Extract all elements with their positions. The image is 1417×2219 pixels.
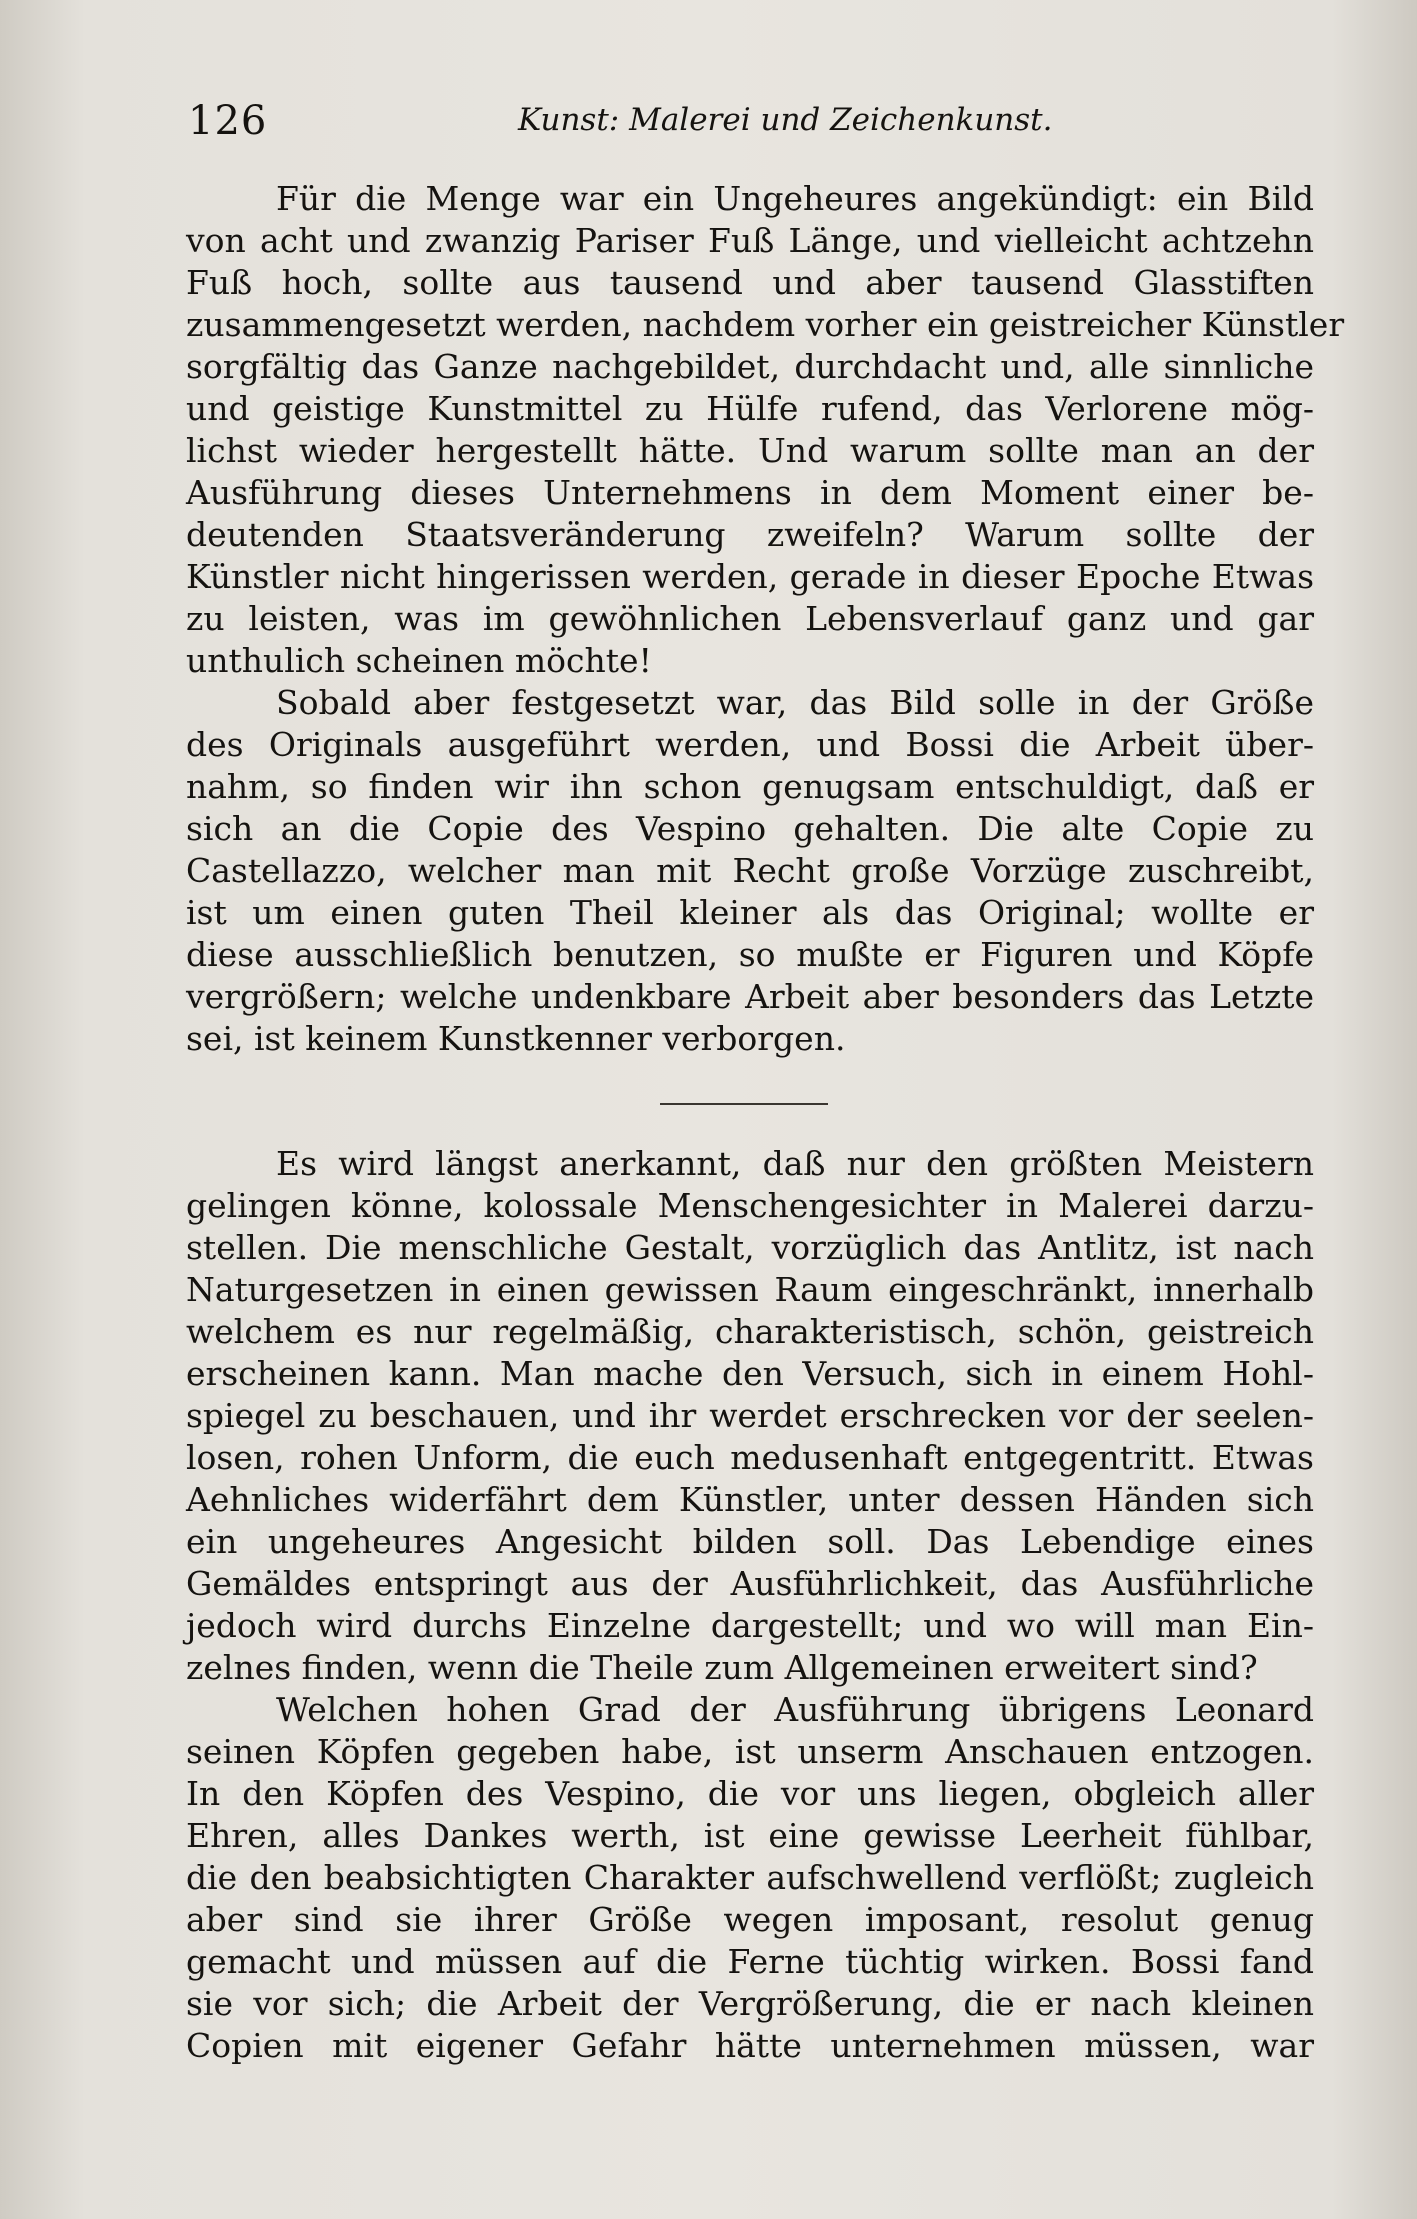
text-line: zu leisten, was im gewöhnlichen Lebensverlauf ganz und gar bbox=[186, 599, 1314, 638]
page-number: 126 bbox=[188, 98, 268, 144]
text-line: des Originals ausgeführt werden, und Bossi die Arbeit über- bbox=[186, 725, 1314, 764]
text-line: und geistige Kunstmittel zu Hülfe rufend, das Verlorene mög- bbox=[186, 389, 1314, 428]
text-line: erscheinen kann. Man mache den Versuch, sich in einem Hohl- bbox=[186, 1354, 1314, 1393]
text-line: Sobald aber festgesetzt war, das Bild solle in der Größe bbox=[276, 683, 1314, 722]
text-line: die den beabsichtigten Charakter aufschwellend verflößt; zugleich bbox=[186, 1858, 1314, 1897]
body-text-section-2 bbox=[186, 1143, 1314, 2067]
text-line: welchem es nur regelmäßig, charakteristisch, schön, geistreich bbox=[186, 1312, 1314, 1351]
text-line: Ehren, alles Dankes werth, ist eine gewisse Leerheit fühlbar, bbox=[186, 1816, 1314, 1855]
running-title: Kunst: Malerei und Zeichenkunst. bbox=[518, 102, 1053, 138]
text-line: stellen. Die menschliche Gestalt, vorzüglich das Antlitz, ist nach bbox=[186, 1228, 1314, 1267]
text-line: Castellazzo, welcher man mit Recht große Vorzüge zuschreibt, bbox=[186, 851, 1314, 890]
body-text-section-1 bbox=[186, 178, 1345, 1060]
text-line: Welchen hohen Grad der Ausführung übrigens Leonard bbox=[276, 1690, 1314, 1729]
text-line: Ausführung dieses Unternehmens in dem Moment einer be- bbox=[186, 473, 1314, 512]
text-line: spiegel zu beschauen, und ihr werdet erschrecken vor der seelen- bbox=[186, 1396, 1314, 1435]
text-line: sorgfältig das Ganze nachgebildet, durchdacht und, alle sinnliche bbox=[186, 347, 1314, 386]
page-header bbox=[188, 98, 1308, 154]
text-line: ein ungeheures Angesicht bilden soll. Das Lebendige eines bbox=[186, 1522, 1314, 1561]
text-line: ist um einen guten Theil kleiner als das Original; wollte er bbox=[186, 893, 1314, 932]
text-line: Copien mit eigener Gefahr hätte unternehmen müssen, war bbox=[186, 2026, 1314, 2065]
text-line: Für die Menge war ein Ungeheures angekündigt: ein Bild bbox=[276, 179, 1314, 218]
text-line: losen, rohen Unform, die euch medusenhaft entgegentritt. Etwas bbox=[186, 1438, 1314, 1477]
text-line: In den Köpfen des Vespino, die vor uns liegen, obgleich aller bbox=[186, 1774, 1314, 1813]
text-line: zelnes finden, wenn die Theile zum Allgemeinen erweitert sind? bbox=[186, 1648, 1258, 1687]
text-line: von acht und zwanzig Pariser Fuß Länge, und vielleicht achtzehn bbox=[186, 221, 1314, 260]
text-line: gelingen könne, kolossale Menschengesichter in Malerei darzu- bbox=[186, 1186, 1314, 1225]
text-line: zusammengesetzt werden, nachdem vorher ein geistreicher Künstler bbox=[186, 305, 1345, 344]
section-divider bbox=[660, 1103, 828, 1105]
text-line: unthulich scheinen möchte! bbox=[186, 641, 652, 680]
text-line: diese ausschließlich benutzen, so mußte er Figuren und Köpfe bbox=[186, 935, 1314, 974]
text-line: Aehnliches widerfährt dem Künstler, unter dessen Händen sich bbox=[186, 1480, 1314, 1519]
text-line: sich an die Copie des Vespino gehalten. Die alte Copie zu bbox=[186, 809, 1314, 848]
text-line: nahm, so finden wir ihn schon genugsam entschuldigt, daß er bbox=[186, 767, 1314, 806]
text-line: Gemäldes entspringt aus der Ausführlichkeit, das Ausführliche bbox=[186, 1564, 1314, 1603]
text-line: Es wird längst anerkannt, daß nur den größten Meistern bbox=[276, 1144, 1314, 1183]
text-line: lichst wieder hergestellt hätte. Und warum sollte man an der bbox=[186, 431, 1314, 470]
text-line: vergrößern; welche undenkbare Arbeit aber besonders das Letzte bbox=[186, 977, 1314, 1016]
text-line: sie vor sich; die Arbeit der Vergrößerung, die er nach kleinen bbox=[186, 1984, 1314, 2023]
text-line: Künstler nicht hingerissen werden, gerade in dieser Epoche Etwas bbox=[186, 557, 1314, 596]
text-line: sei, ist keinem Kunstkenner verborgen. bbox=[186, 1019, 846, 1058]
text-line: Fuß hoch, sollte aus tausend und aber tausend Glasstiften bbox=[186, 263, 1314, 302]
text-line: Naturgesetzen in einen gewissen Raum eingeschränkt, innerhalb bbox=[186, 1270, 1314, 1309]
text-line: deutenden Staatsveränderung zweifeln? Warum sollte der bbox=[186, 515, 1314, 554]
text-line: jedoch wird durchs Einzelne dargestellt; und wo will man Ein- bbox=[186, 1606, 1314, 1645]
text-line: seinen Köpfen gegeben habe, ist unserm Anschauen entzogen. bbox=[186, 1732, 1314, 1771]
text-line: aber sind sie ihrer Größe wegen imposant, resolut genug bbox=[186, 1900, 1314, 1939]
text-line: gemacht und müssen auf die Ferne tüchtig wirken. Bossi fand bbox=[186, 1942, 1314, 1981]
